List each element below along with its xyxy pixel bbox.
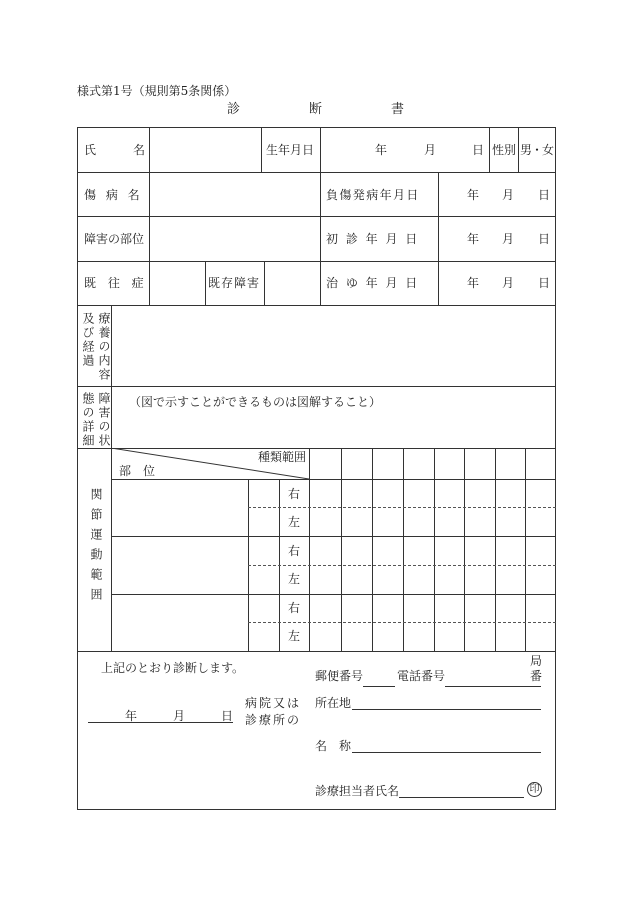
hospital-label-line-1: 病院又は <box>245 696 302 710</box>
treatment-field[interactable] <box>112 306 555 385</box>
row-divider <box>77 386 556 387</box>
rom-left-2: 左 <box>288 572 301 586</box>
onset-day: 日 <box>538 188 551 202</box>
rom-divider <box>111 479 556 480</box>
sex-label: 性別 <box>492 143 517 157</box>
rom-header-type: 種類範囲 <box>258 450 307 464</box>
col-divider <box>320 127 321 305</box>
rom-right-1: 右 <box>288 487 301 501</box>
cure-year: 年 <box>467 276 480 290</box>
first-visit-label: 初 診 年 月 日 <box>326 232 420 246</box>
existing-disability-label: 既存障害 <box>208 276 261 290</box>
col-divider <box>518 127 519 172</box>
onset-year: 年 <box>467 188 480 202</box>
rom-divider <box>111 594 556 595</box>
dob-year: 年 <box>375 143 388 157</box>
rom-label: 関節運動範囲 <box>89 488 103 608</box>
form-number-label: 様式第1号（規則第5条関係） <box>77 84 237 98</box>
doctor-name-label: 診療担当者氏名 <box>315 784 400 798</box>
condition-note: （図で示すことができるものは図解すること） <box>129 395 382 409</box>
rom-dashed-divider <box>248 622 556 623</box>
col-divider <box>261 127 262 172</box>
rom-header-part: 部 位 <box>119 464 156 478</box>
facility-name-label: 名 称 <box>315 739 352 753</box>
dob-month: 月 <box>424 143 437 157</box>
name-label-char-2: 名 <box>133 143 146 157</box>
first-visit-year: 年 <box>467 232 480 246</box>
kyoku-label: 局 <box>530 654 543 668</box>
facility-name-field[interactable] <box>352 752 541 753</box>
title-char-1: 診 <box>227 102 241 117</box>
cure-date-label: 治 ゆ 年 月 日 <box>326 276 420 290</box>
condition-label: 障害の状態の詳細 <box>81 392 111 448</box>
dob-day: 日 <box>472 143 485 157</box>
title-char-3: 書 <box>391 102 405 117</box>
address-label: 所在地 <box>315 696 352 710</box>
col-divider <box>489 127 490 172</box>
postal-code-label: 郵便番号 <box>315 669 364 683</box>
postal-code-field[interactable] <box>363 686 395 687</box>
diagnosis-statement: 上記のとおり診断します。 <box>101 661 245 675</box>
diagnosis-year: 年 <box>125 709 138 723</box>
cure-day: 日 <box>538 276 551 290</box>
col-divider <box>438 172 439 305</box>
rom-right-2: 右 <box>288 544 301 558</box>
dob-label: 生年月日 <box>266 143 315 157</box>
diagnosis-date-underline[interactable] <box>88 722 233 723</box>
row-divider <box>77 651 556 652</box>
treatment-label: 療養の内容及び経過 <box>81 312 111 382</box>
title-char-2: 断 <box>309 102 323 117</box>
phone-field[interactable] <box>445 686 541 687</box>
injury-site-label: 障害の部位 <box>84 232 145 246</box>
first-visit-month: 月 <box>502 232 515 246</box>
col-divider <box>264 261 265 305</box>
address-field[interactable] <box>352 709 541 710</box>
diagnosis-day: 日 <box>221 709 234 723</box>
rom-left-1: 左 <box>288 515 301 529</box>
rom-right-3: 右 <box>288 601 301 615</box>
col-divider <box>205 261 206 305</box>
cure-month: 月 <box>502 276 515 290</box>
rom-dashed-divider <box>248 565 556 566</box>
name-label-char-1: 氏 <box>84 143 97 157</box>
rom-left-3: 左 <box>288 629 301 643</box>
onset-date-label: 負傷発病年月日 <box>326 188 420 202</box>
col-divider <box>149 127 150 305</box>
doctor-name-field[interactable] <box>399 797 524 798</box>
diagnosis-month: 月 <box>173 709 186 723</box>
seal-mark: 印 <box>527 782 542 797</box>
rom-dashed-divider <box>248 507 556 508</box>
sex-options[interactable]: 男・女 <box>520 143 554 157</box>
phone-label: 電話番号 <box>397 669 446 683</box>
ban-label: 番 <box>530 669 543 683</box>
first-visit-day: 日 <box>538 232 551 246</box>
medical-history-label: 既 往 症 <box>84 276 148 290</box>
hospital-label-line-2: 診療所の <box>245 713 302 727</box>
rom-divider <box>111 536 556 537</box>
onset-month: 月 <box>502 188 515 202</box>
injury-name-label: 傷 病 名 <box>84 188 143 202</box>
